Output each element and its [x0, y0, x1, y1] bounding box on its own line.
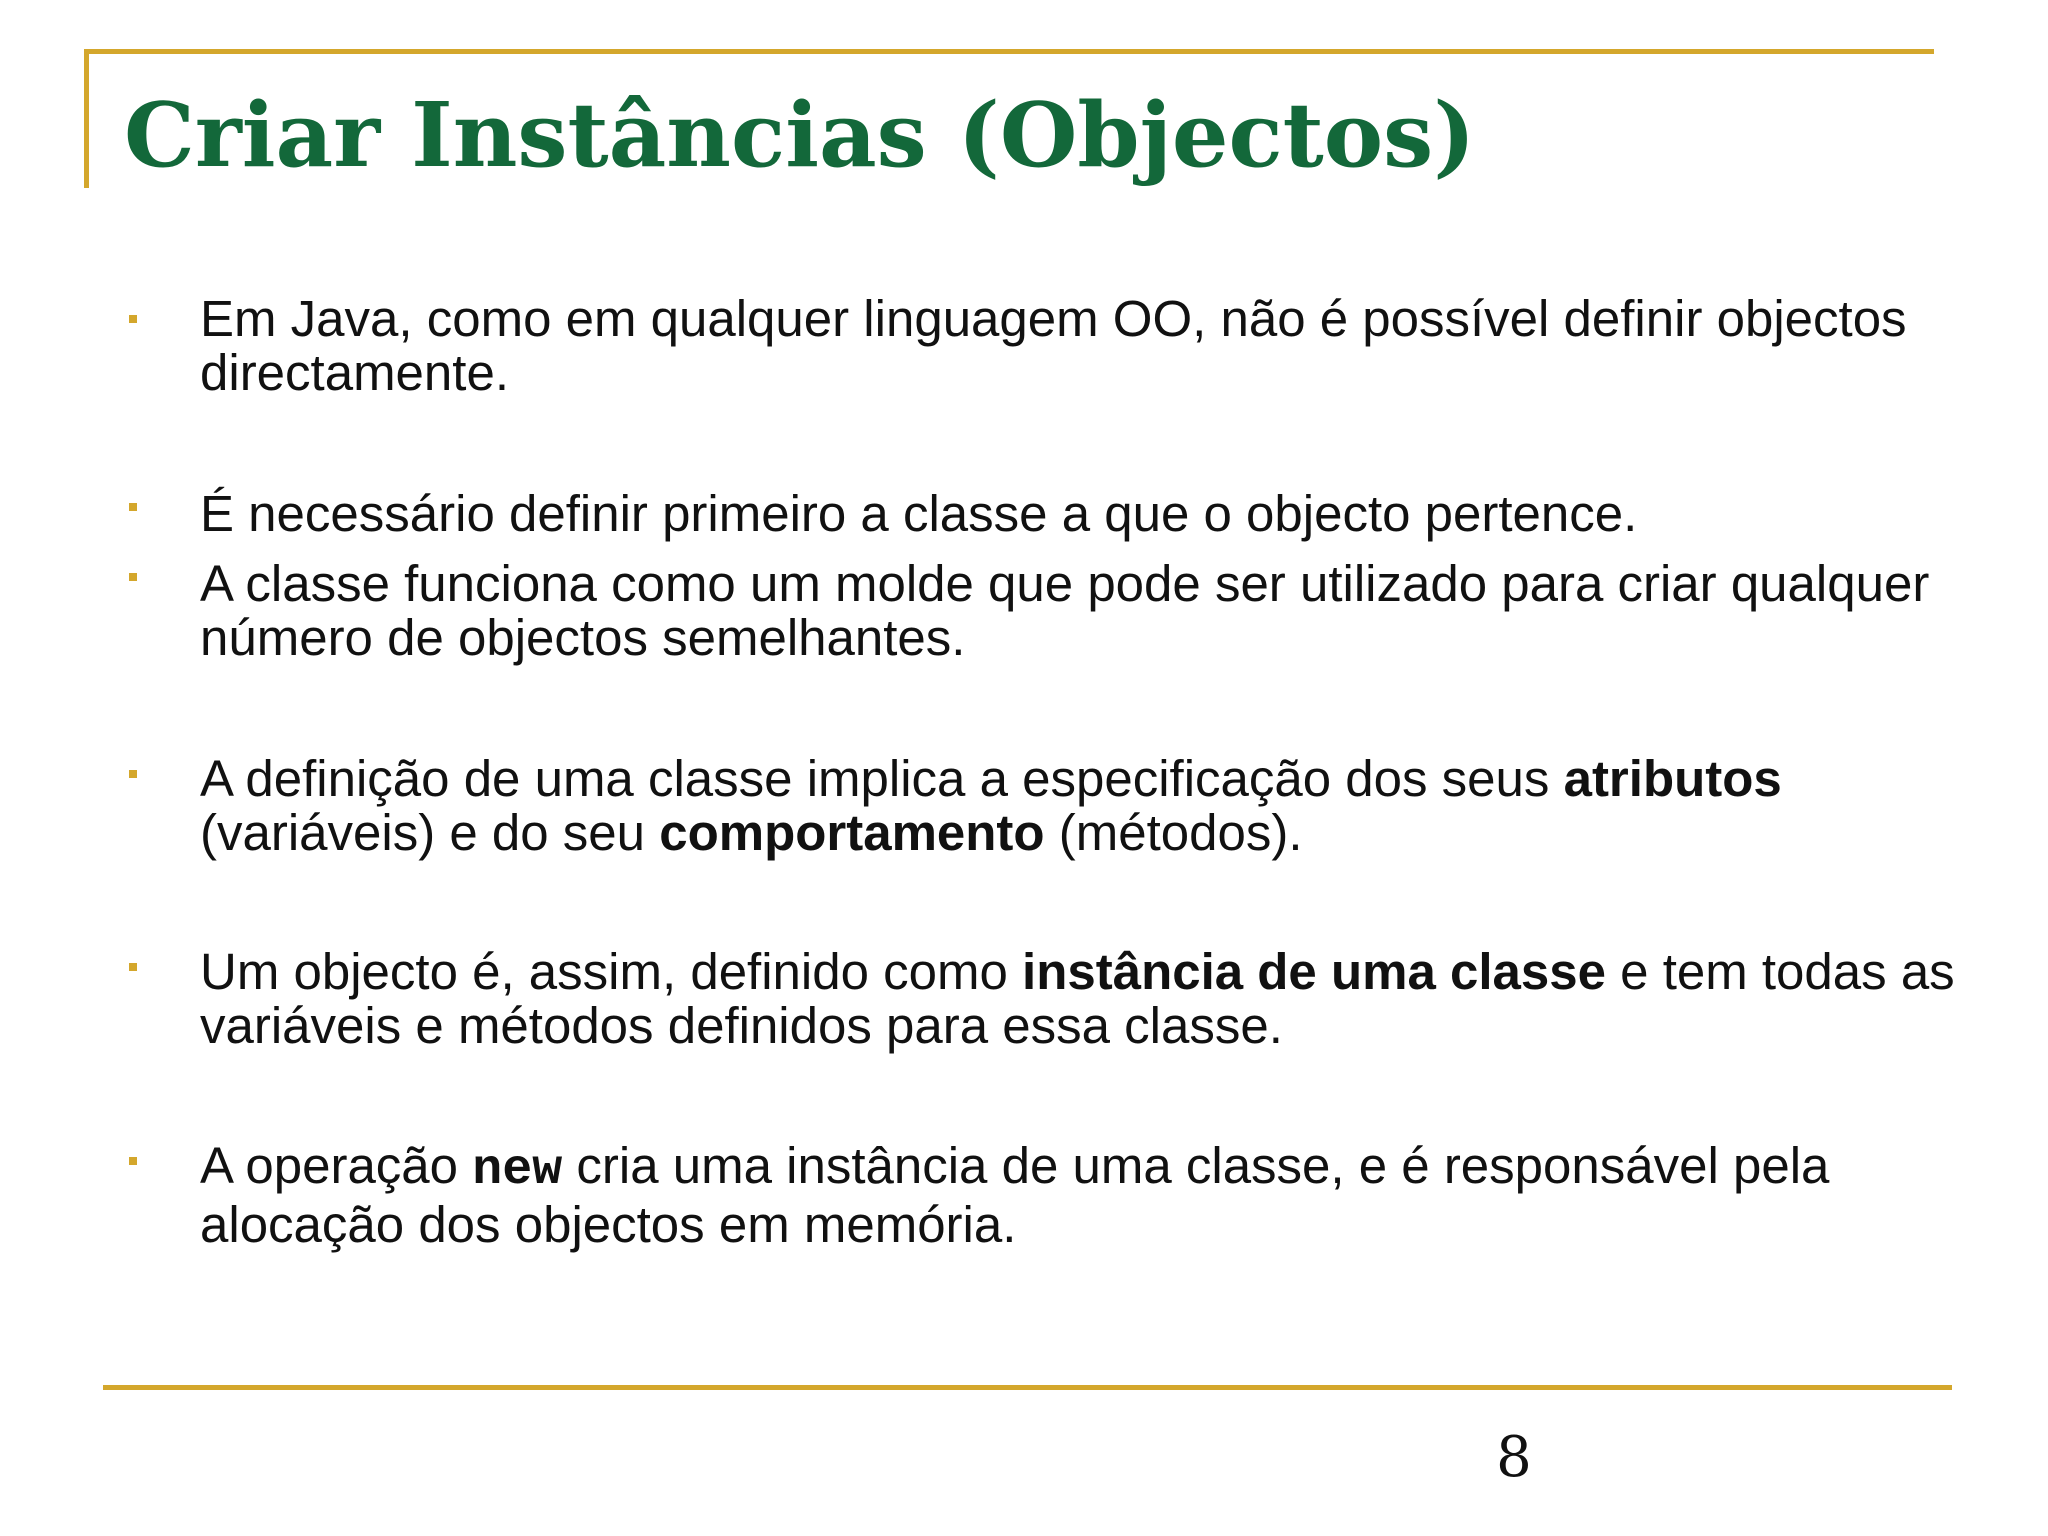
title-frame-top-rule: [84, 49, 1934, 54]
bullet-text-segment: e tem todas as variáveis e métodos definidos para essa classe.: [200, 943, 1955, 1054]
bullet-text-segment: (métodos).: [1044, 804, 1303, 861]
square-bullet-icon: [129, 770, 137, 778]
bullet-text-segment: A classe funciona como um molde que pode ser utilizado para criar qualquer número de objectos semelhantes.: [200, 555, 1930, 666]
bullet-text-segment: cria uma instância de uma classe, e é responsável pela alocação dos objectos em memória.: [200, 1137, 1830, 1253]
bullet-text: [200, 752, 1960, 860]
page-number: 8: [1496, 1425, 1532, 1490]
square-bullet-icon: [129, 573, 137, 581]
slide-title: Criar Instâncias (Objectos): [124, 82, 1476, 187]
bullet-text-segment: Em Java, como em qualquer linguagem OO, não é possível definir objectos directamente.: [200, 290, 1907, 401]
bullet-text-segment: (variáveis) e do seu: [200, 804, 660, 861]
bullet-text-segment: É necessário definir primeiro a classe a que o objecto pertence.: [200, 485, 1638, 542]
bullet-text-segment: A definição de uma classe implica a especificação dos seus: [200, 750, 1564, 807]
bullet-text-bold: instância de uma classe: [1022, 943, 1606, 1000]
bullet-text-bold: comportamento: [659, 804, 1045, 861]
bullet-text-segment: A operação: [200, 1137, 473, 1194]
square-bullet-icon: [129, 963, 137, 971]
bullet-text: [200, 557, 1960, 665]
footer-rule: [103, 1385, 1952, 1390]
bullet-text-segment: Um objecto é, assim, definido como: [200, 943, 1023, 1000]
bullet-text: [200, 487, 1960, 541]
bullet-text: [200, 292, 1960, 400]
square-bullet-icon: [129, 503, 137, 511]
title-frame-left-rule: [84, 49, 89, 188]
square-bullet-icon: [129, 1157, 137, 1165]
bullet-text: [200, 945, 1960, 1053]
square-bullet-icon: [129, 315, 137, 323]
code-keyword-new: new: [472, 1142, 563, 1199]
bullet-text-bold: atributos: [1563, 750, 1782, 807]
bullet-text: [200, 1139, 1960, 1252]
